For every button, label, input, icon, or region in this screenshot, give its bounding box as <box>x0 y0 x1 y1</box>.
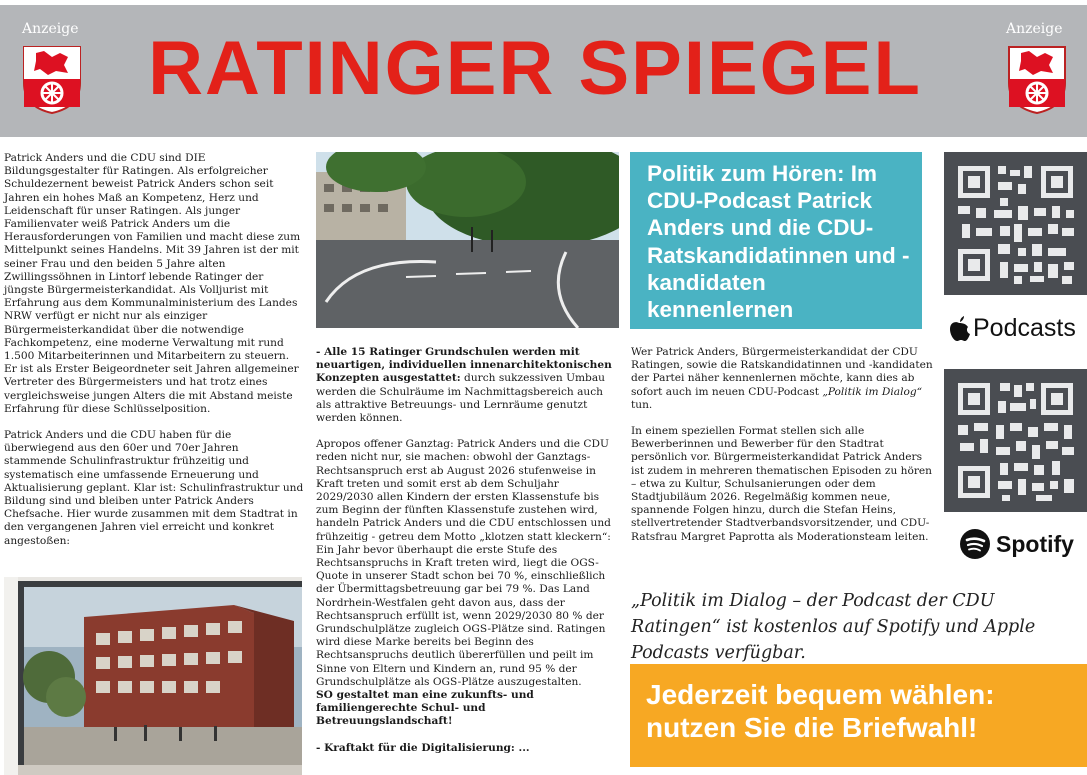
paragraph: Patrick Anders und die CDU sind DIE Bildungsgestalter für Ratingen. Als erfolgreicher Schuldezernent beweist Patrick Anders schon seit Jahren ein hohes Maß an Kompetenz, Herz und Leidenschaft für unser Ratingen. Als junger Familienvater weiß Patrick Anders um die Herausforderungen von Familien und macht diese zum Mittelpunkt seines Handelns. Mit 39 Jahren ist der mit seiner Frau und den beiden 5 Jahre alten Zwillingssöhnen in Lintorf lebende Ratinger der jüngste Bürgermeisterkandidat. Als Volljurist mit Erfahrung aus dem Kommunalministerium des Landes NRW verfügt er nicht nur als einziger Bürgermeisterkandidat über die notwendige Fachkompetenz, eine moderne Verwaltung mit rund 1.500 Mitarbeiterinnen und Mitarbeitern zu steuern. Er ist als Erster Beigeordneter seit Jahren allgemeiner Vertreter des Bürgermeisters und hat trotz eines vergleichsweise jungen Alters die mit Abstand meiste Erfahrung für diese Schlüsselposition. <box>4 152 301 415</box>
anzeige-label-left: Anzeige <box>22 21 79 37</box>
spotify-label: Spotify <box>996 530 1074 557</box>
spotify-badge[interactable] <box>960 529 1074 559</box>
paragraph-text: tun. <box>631 398 653 411</box>
apple-podcasts-label: Podcasts <box>973 314 1076 342</box>
apple-podcasts-qr-code-icon[interactable] <box>944 152 1087 295</box>
masthead <box>0 5 1087 137</box>
bold-lead: - Alle 15 Ratinger Grundschulen werden mit neuartigen, individuellen innenarchitektonischen Konzepten ausgestattet: <box>316 346 612 385</box>
paragraph <box>316 346 619 425</box>
paragraph-text: Wer Patrick Anders, Bürgermeisterkandidat der CDU Ratingen, sowie die Ratskandidatinnen und -kandidaten der Partei näher kennenlernen möchte, kann dies ab sofort auch im neuen CDU-Podcast <box>631 346 933 398</box>
paragraph <box>631 346 933 412</box>
anzeige-label-right: Anzeige <box>1006 21 1063 37</box>
page-title: RATINGER SPIEGEL <box>148 26 922 111</box>
podcast-headline: Politik zum Hören: Im CDU-Podcast Patrick Anders und die CDU-Ratskandidatinnen und -kandidaten kennenlernen <box>647 161 910 323</box>
podcast-quote: „Politik im Dialog – der Podcast der CDU Ratingen“ ist kostenlos auf Spotify und Apple Podcasts verfügbar. <box>631 591 1036 663</box>
briefwahl-text: Jederzeit bequem wählen: nutzen Sie die Briefwahl! <box>646 679 995 743</box>
bold-conclusion: SO gestaltet man eine zukunfts- und familiengerechte Schul- und Betreuungslandschaft! <box>316 689 534 728</box>
bold-lead: - Kraftakt für die Digitalisierung: ... <box>316 741 530 754</box>
paragraph <box>316 438 619 728</box>
article-column-2 <box>316 346 619 768</box>
paragraph: Patrick Anders und die CDU haben für die überwiegend aus den 60er und 70er Jahren stammende Schulinfrastruktur frühzeitig und systematisch eine umfassende Erneuerung und Aktualisierung geplant. Klar ist: Schulinfrastruktur und Bildung sind und bleiben unter Patrick Anders Chefsache. Hier wurde zusammen mit dem Stadtrat in den vergangenen Jahren viel erreicht und konkret angestoßen: <box>4 429 304 547</box>
apple-podcasts-badge[interactable] <box>948 314 1076 343</box>
podcast-article <box>631 346 933 557</box>
podcast-title: „Politik im Dialog“ <box>822 385 923 398</box>
podcast-headline-box <box>630 152 922 329</box>
paragraph-text: Apropos offener Ganztag: Patrick Anders und die CDU reden nicht nur, sie machen: obwohl der Ganztags-Rechtsanspruch erst ab August 2026 stufenweise in Kraft treten und somit erst ab dem Schuljahr 2029/2030 allen Kindern der ersten Klassenstufe bis zum Beginn der fünften Klassenstufe zustehen wird, handeln Patrick Anders und die CDU entschlossen und frühzeitig - getreu dem Motto „klotzen statt kleckern“: Ein Jahr bevor überhaupt die erste Stufe des Rechtsanspruchs in Kraft treten wird, liegt die OGS-Quote in unserer Stadt schon bei 70 %, einschließlich der Übermittagsbetreuung gar bei 79 %. Das Land Nordrhein-Westfalen geht davon aus, dass der Rechtsanspruch erfüllt ist, wenn 2029/2030 80 % der Grundschulplätze zugleich OGS-Plätze sind. Ratingen wird diese Marke bereits bei Beginn des Rechtsanspruchs deutlich übererfüllen und peilt im Sinne von Eltern und Kindern an, rund 95 % der Grundschulplätze als OGS-Plätze auszugestalten. <box>316 438 611 688</box>
schoolyard-photo <box>316 152 619 328</box>
ratingen-crest-icon <box>1007 45 1067 115</box>
briefwahl-banner <box>630 664 1087 767</box>
spotify-qr-code-icon[interactable] <box>944 369 1087 512</box>
spotify-icon <box>960 529 990 559</box>
paragraph <box>316 742 619 755</box>
article-column-1 <box>4 152 304 561</box>
school-building-photo <box>4 577 302 775</box>
paragraph-text: durch sukzessiven Umbau werden die Schulräume im Nachmittagsbereich auch als attraktive Betreuungs- und Lernräume genutzt werden können. <box>316 372 605 425</box>
ratingen-crest-icon <box>22 45 82 115</box>
apple-icon <box>948 316 970 342</box>
paragraph: In einem speziellen Format stellen sich alle Bewerberinnen und Bewerber für den Stadtrat persönlich vor. Bürgermeisterkandidat Patrick Anders ist zudem in mehreren thematischen Episoden zu hören – etwa zu Kultur, Schulsanierungen oder dem Stadtjubiläum 2026. Regelmäßig kommen neue, spannende Folgen hinzu, durch die Stefan Heins, stellvertretender Stadtverbandsvorsitzender, und CDU-Ratsfrau Margret Paprotta als Moderationsteam leiten. <box>631 425 932 543</box>
